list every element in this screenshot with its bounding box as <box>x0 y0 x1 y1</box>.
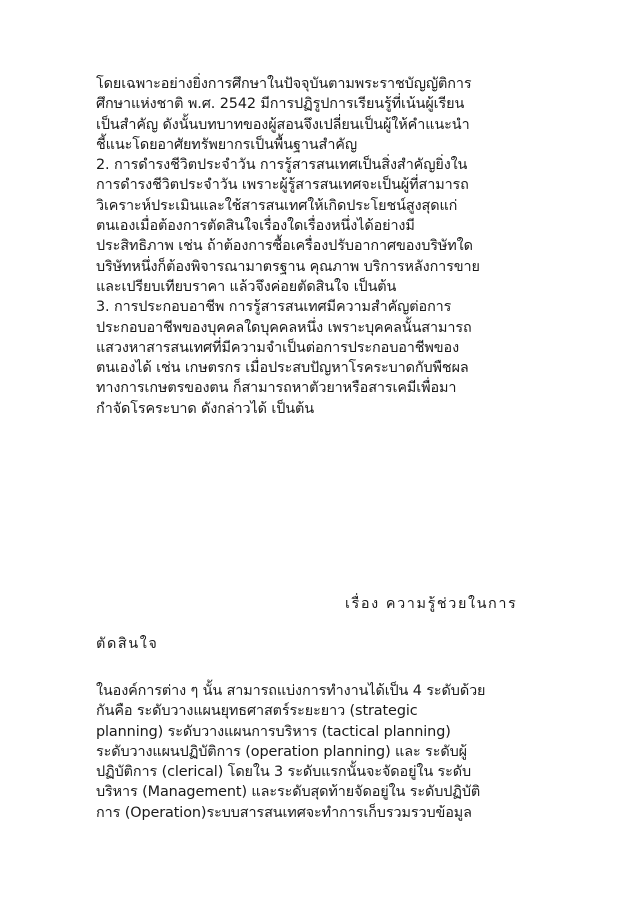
text-line: บริษัทหนึ่งก็ต้องพิจารณามาตรฐาน คุณภาพ บริการหลังการขาย <box>96 258 480 275</box>
text-line: โดยเฉพาะอย่างยิ่งการศึกษาในปัจจุบันตามพระราชบัญญัติการ <box>96 76 472 92</box>
text-line: วิเคราะห์ประเมินและใช้สารสนเทศให้เกิดประโยชน์สูงสุดแก่ <box>96 197 458 214</box>
text-line: การ (Operation)ระบบสารสนเทศจะทำการเก็บรวมรวบข้อมูล <box>96 804 472 821</box>
text-line: ระดับวางแผนปฏิบัติการ (operation planning) และ ระดับผู้ <box>96 743 467 760</box>
text-line: เป็นสำคัญ ดังนั้นบทบาทของผู้สอนจึงเปลี่ยนเป็นผู้ให้คำแนะนำ <box>96 116 470 133</box>
text-line: การดำรงชีวิตประจำวัน เพราะผู้รู้สารสนเทศจะเป็นผู้ที่สามารถ <box>96 177 469 194</box>
text-line: ประสิทธิภาพ เช่น ถ้าต้องการซื้อเครื่องปรับอากาศของบริษัทใด <box>96 238 473 255</box>
text-line: แสวงหาสารสนเทศที่มีความจำเป็นต่อการประกอบอาชีพของ <box>96 339 460 356</box>
text-line: ชี้แนะโดยอาศัยทรัพยากรเป็นพื้นฐานสำคัญ <box>96 136 357 153</box>
section-heading: เรื่อง ความรู้ช่วยในการ <box>345 596 518 612</box>
top-paragraph <box>96 74 556 419</box>
text-line: 3. การประกอบอาชีพ การรู้สารสนเทศมีความสำคัญต่อการ <box>96 299 452 316</box>
text-line: ประกอบอาชีพของบุคคลใดบุคคลหนึ่ง เพราะบุคคลนั้นสามารถ <box>96 319 472 336</box>
text-line: ตนเองได้ เช่น เกษตรกร เมื่อประสบปัญหาโรคระบาดกับพืชผล <box>96 360 469 377</box>
text-line: ปฏิบัติการ (clerical) โดยใน 3 ระดับแรกนั้นจะจัดอยู่ใน ระดับ <box>96 764 472 781</box>
section-heading-continuation: ตัดสินใจ <box>96 636 159 652</box>
text-line: กำจัดโรคระบาด ดังกล่าวได้ เป็นต้น <box>96 400 314 417</box>
text-line: ศึกษาแห่งชาติ พ.ศ. 2542 มีการปฏิรูปการเรียนรู้ที่เน้นผู้เรียน <box>96 96 465 113</box>
text-line: ตนเองเมื่อต้องการตัดสินใจเรื่องใดเรื่องหนึ่งได้อย่างมี <box>96 218 415 235</box>
text-line: planning) ระดับวางแผนการบริหาร (tactical planning) <box>96 723 451 740</box>
text-line: ในองค์การต่าง ๆ นั้น สามารถแบ่งการทำงานได้เป็น 4 ระดับด้วย <box>96 683 486 699</box>
text-line: และเปรียบเทียบราคา แล้วจึงค่อยตัดสินใจ เป็นต้น <box>96 278 397 295</box>
text-line: 2. การดำรงชีวิตประจำวัน การรู้สารสนเทศเป็นสิ่งสำคัญยิ่งใน <box>96 157 468 174</box>
bottom-paragraph <box>96 681 556 823</box>
text-line: ทางการเกษตรของตน ก็สามารถหาตัวยาหรือสารเคมีเพื่อมา <box>96 380 457 397</box>
text-line: บริหาร (Management) และระดับสุดท้ายจัดอยู่ใน ระดับปฏิบัติ <box>96 784 481 801</box>
text-line: กันคือ ระดับวางแผนยุทธศาสตร์ระยะยาว (strategic <box>96 703 418 720</box>
